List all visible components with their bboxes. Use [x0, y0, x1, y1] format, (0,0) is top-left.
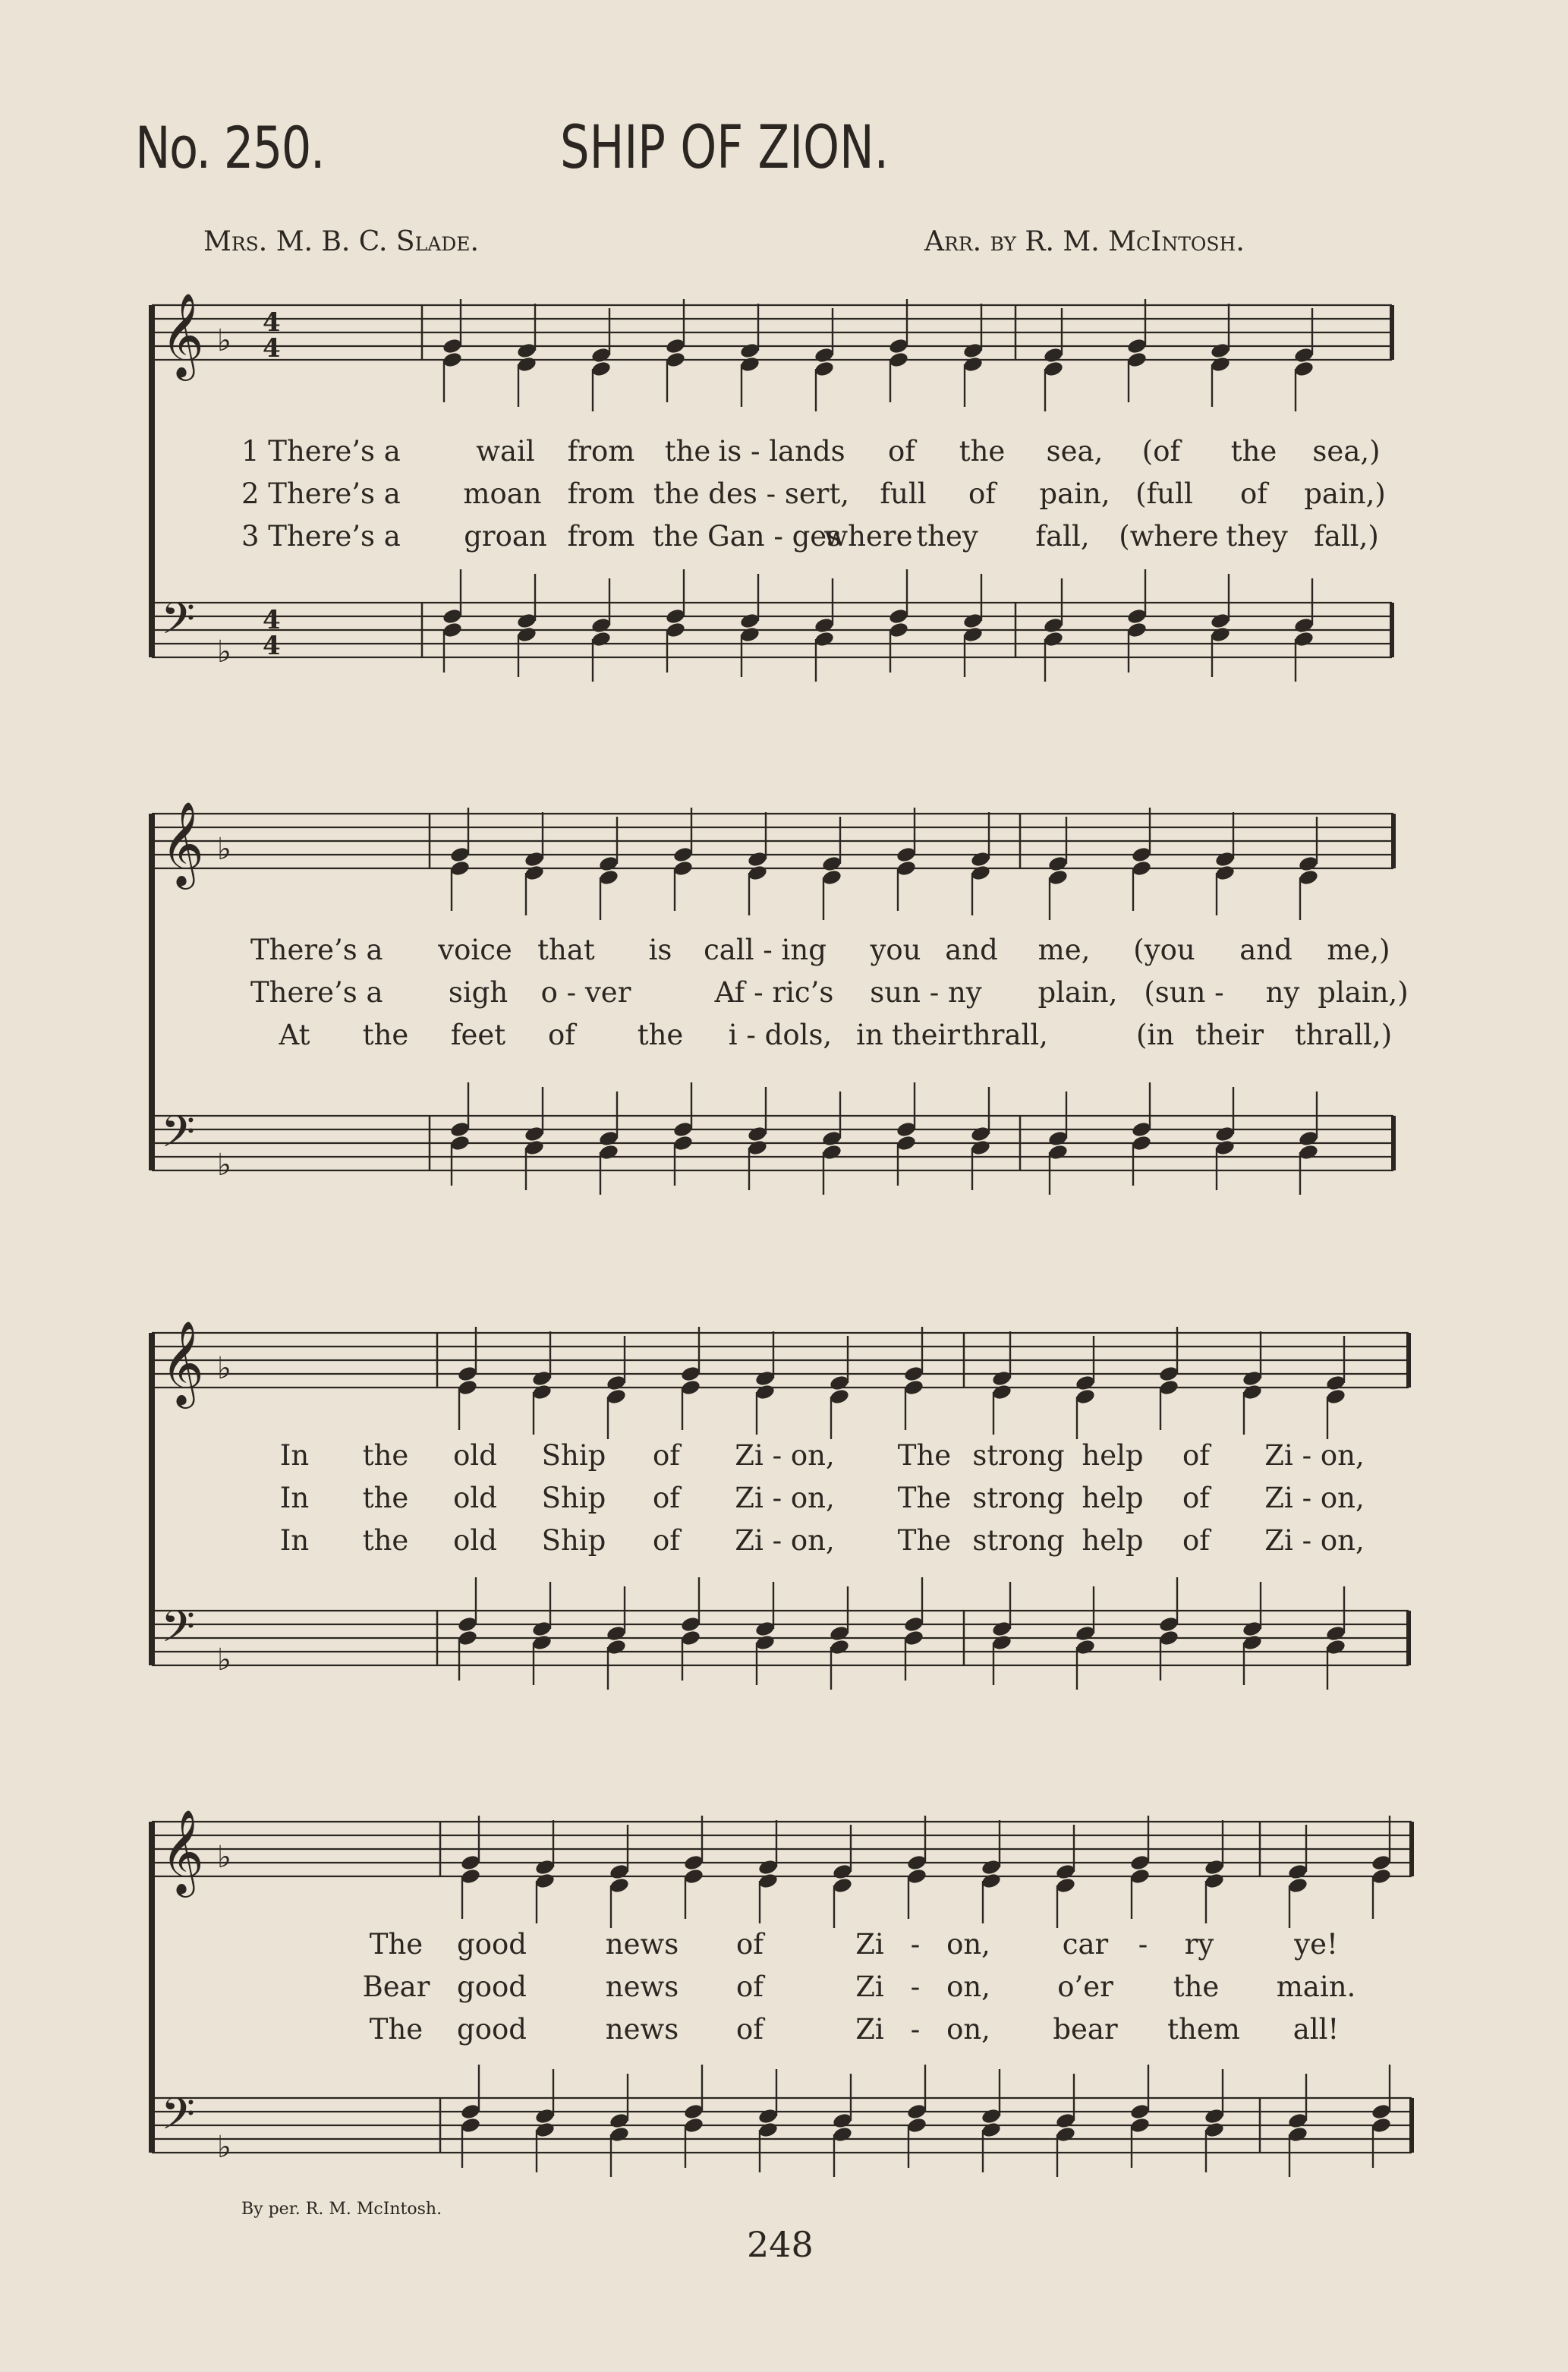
- lyric-syllable: There’s a: [250, 934, 383, 966]
- bass-clef-icon: 𝄢: [161, 1601, 196, 1663]
- lyric-syllable: -: [910, 2013, 921, 2046]
- lyric-syllable: feet: [450, 1019, 506, 1051]
- lyric-syllable: 1 There’s a: [241, 435, 401, 468]
- flat-key-signature-icon: ♭: [217, 635, 231, 669]
- lyric-syllable: call - ing: [704, 934, 827, 966]
- hymn-title: SHIP OF ZION.: [560, 114, 889, 182]
- time-signature-treble: 4: [263, 307, 281, 338]
- lyric-syllable: sea,): [1312, 435, 1381, 468]
- lyric-row-system3-verse1: [0, 1439, 1568, 1482]
- lyric-syllable: Ship: [541, 1524, 606, 1557]
- lyric-row-system2-verse1: [0, 934, 1568, 976]
- lyric-syllable: of: [1182, 1482, 1210, 1514]
- lyric-syllable: (of: [1141, 435, 1181, 468]
- lyric-row-system4-verse3: [0, 2013, 1568, 2055]
- lyric-syllable: news: [605, 2013, 679, 2046]
- lyric-syllable: the: [362, 1524, 409, 1557]
- lyric-syllable: The: [369, 1928, 423, 1961]
- lyric-syllable: (sun -: [1144, 976, 1224, 1009]
- lyric-syllable: strong: [972, 1439, 1065, 1472]
- lyric-syllable: (in: [1135, 1019, 1175, 1051]
- lyric-syllable: The: [897, 1439, 952, 1472]
- lyric-syllable: thrall,): [1294, 1019, 1393, 1051]
- lyric-syllable: plain,): [1318, 976, 1409, 1009]
- arranger-credit: Arr. by R. M. McIntosh.: [924, 226, 1245, 257]
- lyric-syllable: Zi - on,: [1264, 1482, 1365, 1514]
- lyric-syllable: the: [362, 1482, 409, 1514]
- flat-key-signature-icon: ♭: [217, 1840, 231, 1875]
- lyric-syllable: help: [1082, 1439, 1144, 1472]
- lyric-syllable: Zi - on,: [1264, 1439, 1365, 1472]
- time-signature-bass: 4: [263, 605, 281, 635]
- lyric-syllable: 3 There’s a: [241, 520, 401, 553]
- lyric-syllable: (full: [1135, 477, 1193, 510]
- lyric-syllable: their: [1195, 1019, 1264, 1051]
- lyric-row-system2-verse3: [0, 1019, 1568, 1061]
- lyric-syllable: In: [279, 1439, 310, 1472]
- treble-clef-icon: 𝄞: [161, 292, 204, 377]
- lyric-syllable: There’s a: [250, 976, 383, 1009]
- lyric-syllable: car: [1062, 1928, 1109, 1961]
- treble-clef-icon: 𝄞: [161, 1809, 204, 1894]
- lyric-syllable: sea,: [1046, 435, 1104, 468]
- page-number: 248: [747, 2224, 814, 2265]
- lyric-syllable: o - ver: [540, 976, 631, 1009]
- lyric-syllable: old: [453, 1524, 497, 1557]
- lyric-syllable: fall,): [1314, 520, 1379, 553]
- lyric-syllable: old: [453, 1482, 497, 1514]
- lyric-syllable: all!: [1292, 2013, 1340, 2046]
- bass-clef-icon: 𝄢: [161, 1106, 196, 1168]
- lyric-syllable: (where: [1119, 520, 1219, 553]
- lyric-syllable: they: [916, 520, 978, 553]
- lyric-syllable: In: [279, 1482, 310, 1514]
- lyric-syllable: (you: [1133, 934, 1195, 966]
- lyric-row-system1-verse1: [0, 435, 1568, 477]
- lyric-syllable: The: [369, 2013, 423, 2046]
- lyric-syllable: help: [1082, 1482, 1144, 1514]
- lyric-syllable: of: [653, 1524, 680, 1557]
- lyric-syllable: of: [968, 477, 996, 510]
- lyric-syllable: of: [1182, 1524, 1210, 1557]
- lyricist-credit: Mrs. M. B. C. Slade.: [203, 226, 479, 257]
- bass-clef-icon: 𝄢: [161, 593, 196, 655]
- lyric-syllable: strong: [972, 1482, 1065, 1514]
- lyric-syllable: old: [453, 1439, 497, 1472]
- lyric-syllable: that: [537, 934, 595, 966]
- lyric-syllable: of: [653, 1439, 680, 1472]
- lyric-syllable: ry: [1184, 1928, 1214, 1961]
- lyric-syllable: the des - sert,: [653, 477, 850, 510]
- lyric-syllable: in: [856, 1019, 883, 1051]
- lyric-syllable: voice: [438, 934, 512, 966]
- lyric-syllable: Zi - on,: [735, 1524, 835, 1557]
- lyric-syllable: pain,: [1039, 477, 1110, 510]
- lyric-syllable: the: [1230, 435, 1277, 468]
- lyric-syllable: moan: [463, 477, 542, 510]
- lyric-syllable: good: [457, 1970, 527, 2003]
- lyric-row-system1-verse2: [0, 477, 1568, 520]
- lyric-syllable: their: [891, 1019, 961, 1051]
- lyric-syllable: they: [1226, 520, 1288, 553]
- flat-key-signature-icon: ♭: [217, 1148, 231, 1183]
- lyric-syllable: fall,: [1035, 520, 1090, 553]
- lyric-syllable: on,: [946, 1970, 990, 2003]
- lyric-syllable: Zi: [855, 1928, 884, 1961]
- lyric-syllable: pain,): [1304, 477, 1386, 510]
- lyric-syllable: i - dols,: [728, 1019, 833, 1051]
- flat-key-signature-icon: ♭: [217, 323, 231, 358]
- lyric-row-system4-verse1: [0, 1928, 1568, 1970]
- lyric-syllable: the Gan - ges: [652, 520, 842, 553]
- lyric-syllable: Zi - on,: [735, 1482, 835, 1514]
- lyric-syllable: full: [880, 477, 927, 510]
- lyric-syllable: The: [897, 1482, 952, 1514]
- treble-clef-icon: 𝄞: [161, 1320, 204, 1405]
- lyric-syllable: from: [567, 520, 635, 553]
- lyric-syllable: is - lands: [718, 435, 845, 468]
- lyric-row-system2-verse2: [0, 976, 1568, 1019]
- lyric-row-system3-verse3: [0, 1524, 1568, 1567]
- lyric-syllable: of: [736, 1928, 764, 1961]
- lyric-syllable: good: [457, 1928, 527, 1961]
- lyric-syllable: from: [567, 477, 635, 510]
- lyric-syllable: the: [959, 435, 1006, 468]
- lyric-syllable: and: [1239, 934, 1292, 966]
- lyric-syllable: me,): [1327, 934, 1390, 966]
- lyric-row-system3-verse2: [0, 1482, 1568, 1524]
- lyric-syllable: ye!: [1294, 1928, 1338, 1961]
- lyric-syllable: groan: [464, 520, 547, 553]
- lyric-syllable: -: [1138, 1928, 1148, 1961]
- lyric-syllable: Ship: [541, 1439, 606, 1472]
- lyric-syllable: of: [653, 1482, 680, 1514]
- lyric-syllable: you: [870, 934, 921, 966]
- lyric-syllable: on,: [946, 1928, 990, 1961]
- lyric-syllable: of: [888, 435, 915, 468]
- time-signature-bass: 4: [263, 631, 281, 661]
- lyric-syllable: of: [736, 2013, 764, 2046]
- time-signature-treble: 4: [263, 333, 281, 364]
- flat-key-signature-icon: ♭: [217, 2130, 231, 2165]
- lyric-syllable: and: [945, 934, 998, 966]
- treble-clef-icon: 𝄞: [161, 801, 204, 886]
- lyric-syllable: ny: [1265, 976, 1300, 1009]
- lyric-syllable: of: [1182, 1439, 1210, 1472]
- lyric-syllable: help: [1082, 1524, 1144, 1557]
- flat-key-signature-icon: ♭: [217, 1351, 231, 1386]
- lyric-syllable: Zi - on,: [735, 1439, 835, 1472]
- lyric-row-system4-verse2: [0, 1970, 1568, 2013]
- lyric-syllable: from: [567, 435, 635, 468]
- lyric-syllable: is: [648, 934, 672, 966]
- staff-systems: [152, 292, 1412, 2177]
- lyric-syllable: where: [823, 520, 913, 553]
- lyric-syllable: the: [664, 435, 711, 468]
- lyric-syllable: sigh: [448, 976, 508, 1009]
- lyric-syllable: plain,: [1037, 976, 1118, 1009]
- hymn-number: No. 250.: [135, 114, 324, 181]
- lyric-syllable: of: [736, 1970, 764, 2003]
- lyric-syllable: sun - ny: [870, 976, 982, 1009]
- lyric-syllable: strong: [972, 1524, 1065, 1557]
- lyric-syllable: At: [279, 1019, 310, 1051]
- flat-key-signature-icon: ♭: [217, 832, 231, 867]
- lyric-syllable: Zi - on,: [1264, 1524, 1365, 1557]
- lyric-syllable: the: [362, 1019, 409, 1051]
- lyric-syllable: bear: [1053, 2013, 1118, 2046]
- lyric-syllable: -: [910, 1970, 921, 2003]
- lyric-syllable: on,: [946, 2013, 990, 2046]
- lyric-syllable: me,: [1037, 934, 1091, 966]
- lyric-syllable: good: [457, 2013, 527, 2046]
- lyric-syllable: them: [1167, 2013, 1240, 2046]
- lyric-syllable: the: [1173, 1970, 1220, 2003]
- lyric-syllable: Zi: [855, 2013, 884, 2046]
- lyric-syllable: news: [605, 1928, 679, 1961]
- lyric-syllable: of: [548, 1019, 575, 1051]
- lyric-syllable: -: [910, 1928, 921, 1961]
- permission-credit: By per. R. M. McIntosh.: [241, 2200, 442, 2219]
- lyric-syllable: The: [897, 1524, 952, 1557]
- lyric-syllable: of: [1240, 477, 1267, 510]
- lyric-syllable: thrall,: [962, 1019, 1048, 1051]
- lyric-syllable: news: [605, 1970, 679, 2003]
- lyric-row-system1-verse3: [0, 520, 1568, 562]
- flat-key-signature-icon: ♭: [217, 1643, 231, 1677]
- lyric-syllable: Bear: [362, 1970, 430, 2003]
- lyric-syllable: Zi: [855, 1970, 884, 2003]
- lyric-syllable: o’er: [1057, 1970, 1113, 2003]
- lyric-syllable: the: [637, 1019, 684, 1051]
- lyric-syllable: 2 There’s a: [241, 477, 401, 510]
- lyric-syllable: the: [362, 1439, 409, 1472]
- lyric-syllable: In: [279, 1524, 310, 1557]
- bass-clef-icon: 𝄢: [161, 2088, 196, 2150]
- lyric-syllable: Af - ric’s: [714, 976, 834, 1009]
- lyric-syllable: Ship: [541, 1482, 606, 1514]
- lyric-syllable: main.: [1276, 1970, 1356, 2003]
- lyric-syllable: wail: [476, 435, 535, 468]
